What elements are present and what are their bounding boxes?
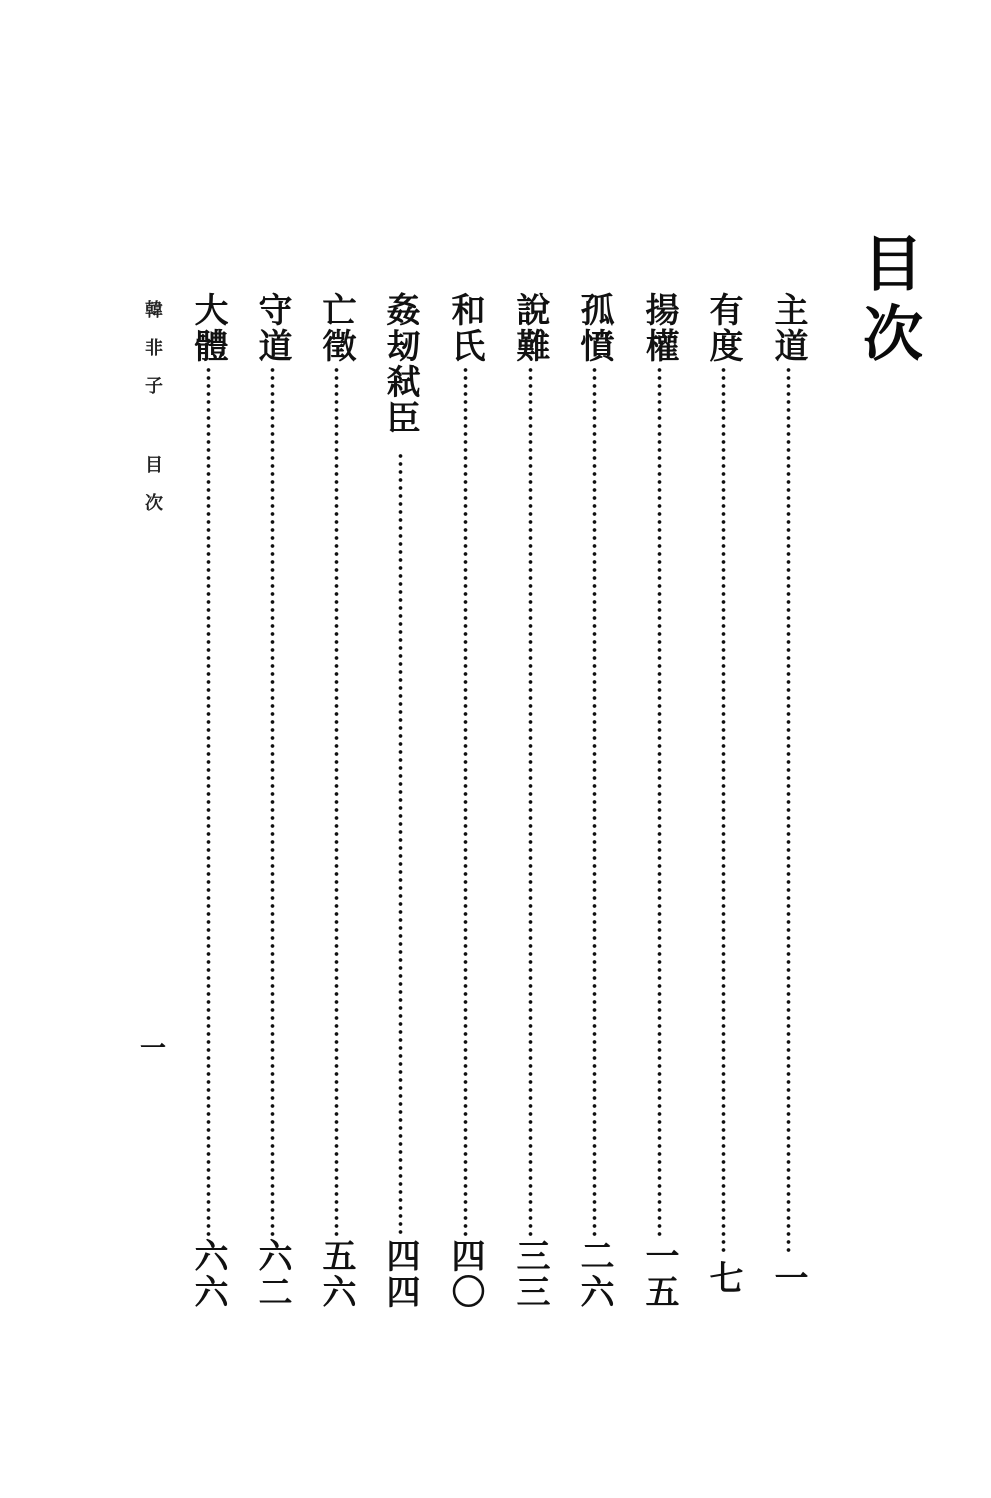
toc-entry bbox=[572, 292, 616, 1317]
toc-entry-title: 說難 bbox=[510, 292, 550, 364]
dot-leader bbox=[206, 366, 211, 1236]
dot-leader bbox=[398, 452, 403, 1236]
toc-entry bbox=[508, 292, 552, 1317]
running-header: 韓非子 目次 bbox=[142, 300, 163, 531]
toc-entry-page: 六六 bbox=[188, 1238, 228, 1310]
toc-entry-title: 大體 bbox=[188, 292, 228, 364]
toc-entry-page: 四四 bbox=[380, 1238, 420, 1310]
toc-entry bbox=[701, 292, 745, 1317]
dot-leader bbox=[786, 366, 791, 1256]
toc-entry-title: 主道 bbox=[768, 292, 808, 364]
page-number: 一 bbox=[140, 1034, 167, 1064]
toc-entry bbox=[314, 292, 358, 1317]
toc-entry bbox=[378, 292, 422, 1317]
toc-entry bbox=[766, 292, 810, 1317]
toc-entry-page: 一 bbox=[768, 1260, 808, 1296]
toc-entry-page: 七 bbox=[703, 1260, 743, 1296]
dot-leader bbox=[334, 366, 339, 1236]
toc-entry bbox=[250, 292, 294, 1317]
toc-entry-title: 有度 bbox=[703, 292, 743, 364]
toc-entry bbox=[637, 292, 681, 1317]
toc-entry-page: 六二 bbox=[252, 1238, 292, 1310]
dot-leader bbox=[592, 366, 597, 1236]
toc-entry-page: 五六 bbox=[316, 1238, 356, 1310]
dot-leader bbox=[270, 366, 275, 1236]
toc-entry-title: 孤憤 bbox=[574, 292, 614, 364]
toc-entry-page: 二六 bbox=[574, 1238, 614, 1310]
toc-entry bbox=[186, 292, 230, 1317]
dot-leader bbox=[463, 366, 468, 1236]
toc-entry-title: 守道 bbox=[252, 292, 292, 364]
dot-leader bbox=[528, 366, 533, 1236]
toc-entry-page: 四〇 bbox=[445, 1238, 485, 1310]
toc-entry bbox=[443, 292, 487, 1317]
dot-leader bbox=[721, 366, 726, 1256]
dot-leader bbox=[657, 366, 662, 1236]
toc-entry-page: 三三 bbox=[510, 1238, 550, 1310]
toc-entry-title: 亡徵 bbox=[316, 292, 356, 364]
toc-entry-page: 一五 bbox=[639, 1238, 679, 1310]
toc-entry-title: 揚權 bbox=[639, 292, 679, 364]
toc-entry-title: 和氏 bbox=[445, 292, 485, 364]
toc-entry-title: 姦刼弒臣 bbox=[380, 292, 420, 436]
page-title: 目次 bbox=[853, 232, 923, 372]
